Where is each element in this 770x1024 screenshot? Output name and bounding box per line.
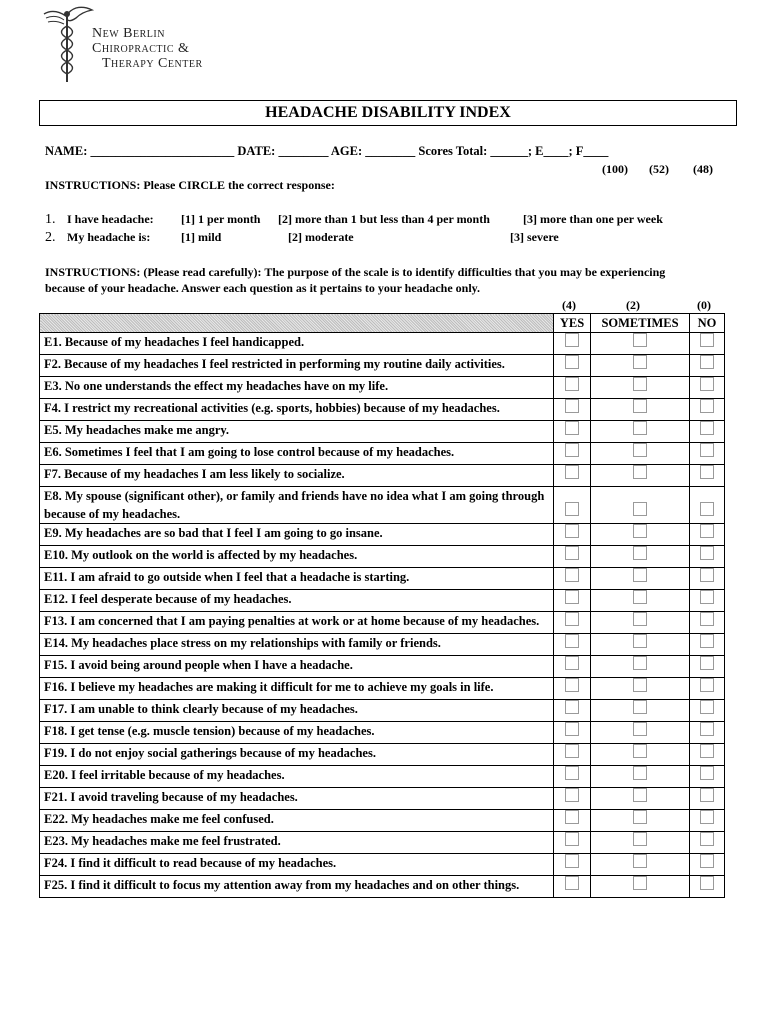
question-label: My headache is: (67, 230, 151, 244)
cell-no (690, 590, 725, 612)
checkbox-yes[interactable] (565, 399, 579, 413)
checkbox-no[interactable] (700, 524, 714, 538)
checkbox-no[interactable] (700, 502, 714, 516)
cell-yes (554, 722, 591, 744)
cell-yes (554, 487, 591, 524)
cell-sometimes (591, 810, 690, 832)
checkbox-no[interactable] (700, 722, 714, 736)
item-text: F24. I find it difficult to read because of my headaches. (40, 854, 554, 876)
cell-no (690, 722, 725, 744)
item-text: F18. I get tense (e.g. muscle tension) because of my headaches. (40, 722, 554, 744)
cell-no (690, 443, 725, 465)
checkbox-no[interactable] (700, 678, 714, 692)
cell-sometimes (591, 399, 690, 421)
table-row (40, 465, 725, 487)
cell-sometimes (591, 465, 690, 487)
questionnaire-table (39, 313, 725, 898)
item-text: F4. I restrict my recreational activities (e.g. sports, hobbies) because of my headaches. (40, 399, 554, 421)
checkbox-no[interactable] (700, 421, 714, 435)
cell-sometimes (591, 524, 690, 546)
cell-sometimes (591, 744, 690, 766)
caduceus-icon (40, 6, 95, 86)
table-row (40, 355, 725, 377)
item-text: F13. I am concerned that I am paying penalties at work or at home because of my headaches. (40, 612, 554, 634)
cell-no (690, 465, 725, 487)
question-label: I have headache: (67, 212, 154, 226)
cell-no (690, 612, 725, 634)
checkbox-sometimes[interactable] (633, 568, 647, 582)
checkbox-no[interactable] (700, 876, 714, 890)
cell-yes (554, 465, 591, 487)
header-yes: YES (554, 314, 591, 333)
cell-yes (554, 656, 591, 678)
item-text: F15. I avoid being around people when I have a headache. (40, 656, 554, 678)
option-severity-2[interactable]: [2] moderate (288, 230, 354, 244)
points-yes: (4) (562, 298, 576, 312)
item-text: E23. My headaches make me feel frustrated. (40, 832, 554, 854)
cell-sometimes (591, 568, 690, 590)
clinic-name-line2: Chiropractic & (92, 41, 190, 56)
checkbox-no[interactable] (700, 355, 714, 369)
checkbox-yes[interactable] (565, 612, 579, 626)
table-row (40, 568, 725, 590)
checkbox-no[interactable] (700, 854, 714, 868)
item-text: F21. I avoid traveling because of my headaches. (40, 788, 554, 810)
item-text: E6. Sometimes I feel that I am going to lose control because of my headaches. (40, 443, 554, 465)
table-row (40, 854, 725, 876)
checkbox-yes[interactable] (565, 876, 579, 890)
cell-no (690, 854, 725, 876)
option-frequency-1[interactable]: [1] 1 per month (181, 212, 261, 226)
checkbox-sometimes[interactable] (633, 832, 647, 846)
table-row (40, 399, 725, 421)
checkbox-no[interactable] (700, 568, 714, 582)
cell-yes (554, 810, 591, 832)
checkbox-sometimes[interactable] (633, 443, 647, 457)
cell-sometimes (591, 656, 690, 678)
cell-sometimes (591, 700, 690, 722)
option-severity-3[interactable]: [3] severe (510, 230, 559, 244)
cell-yes (554, 524, 591, 546)
checkbox-no[interactable] (700, 810, 714, 824)
checkbox-no[interactable] (700, 546, 714, 560)
instructions-scale: INSTRUCTIONS: (Please read carefully): The purpose of the scale is to identify difficulties that you may be experiencing because of your headache. Answer each question as it pertains to your headache only. (45, 265, 666, 295)
checkbox-yes[interactable] (565, 832, 579, 846)
table-row (40, 722, 725, 744)
checkbox-yes[interactable] (565, 810, 579, 824)
checkbox-sometimes[interactable] (633, 333, 647, 347)
item-text: F2. Because of my headaches I feel restricted in performing my routine daily activities. (40, 355, 554, 377)
checkbox-no[interactable] (700, 465, 714, 479)
checkbox-sometimes[interactable] (633, 876, 647, 890)
cell-no (690, 876, 725, 898)
checkbox-yes[interactable] (565, 465, 579, 479)
cell-no (690, 700, 725, 722)
cell-yes (554, 788, 591, 810)
cell-yes (554, 399, 591, 421)
cell-no (690, 355, 725, 377)
checkbox-yes[interactable] (565, 788, 579, 802)
table-header-row (40, 314, 725, 333)
checkbox-sometimes[interactable] (633, 744, 647, 758)
table-row (40, 832, 725, 854)
table-row (40, 546, 725, 568)
cell-yes (554, 678, 591, 700)
checkbox-sometimes[interactable] (633, 656, 647, 670)
cell-yes (554, 443, 591, 465)
checkbox-sometimes[interactable] (633, 377, 647, 391)
checkbox-yes[interactable] (565, 590, 579, 604)
question-headache-severity (45, 230, 559, 246)
checkbox-sometimes[interactable] (633, 502, 647, 516)
cell-yes (554, 333, 591, 355)
checkbox-yes[interactable] (565, 502, 579, 516)
checkbox-sometimes[interactable] (633, 546, 647, 560)
table-row (40, 700, 725, 722)
checkbox-yes[interactable] (565, 744, 579, 758)
cell-sometimes (591, 876, 690, 898)
checkbox-sometimes[interactable] (633, 854, 647, 868)
clinic-name-line3: Therapy Center (102, 56, 203, 71)
item-text: E22. My headaches make me feel confused. (40, 810, 554, 832)
cell-no (690, 766, 725, 788)
cell-yes (554, 546, 591, 568)
table-row (40, 443, 725, 465)
checkbox-yes[interactable] (565, 333, 579, 347)
checkbox-sometimes[interactable] (633, 421, 647, 435)
cell-no (690, 634, 725, 656)
checkbox-sometimes[interactable] (633, 810, 647, 824)
table-row (40, 876, 725, 898)
item-text: E8. My spouse (significant other), or family and friends have no idea what I am going through because of my headaches. (40, 487, 554, 524)
cell-no (690, 832, 725, 854)
question-number: 1. (45, 212, 56, 227)
cell-sometimes (591, 612, 690, 634)
checkbox-sometimes[interactable] (633, 678, 647, 692)
cell-sometimes (591, 333, 690, 355)
cell-no (690, 568, 725, 590)
cell-sometimes (591, 634, 690, 656)
item-text: E9. My headaches are so bad that I feel I am going to go insane. (40, 524, 554, 546)
clinic-name (92, 26, 203, 71)
checkbox-no[interactable] (700, 656, 714, 670)
header-no: NO (690, 314, 725, 333)
cell-no (690, 421, 725, 443)
checkbox-yes[interactable] (565, 678, 579, 692)
cell-no (690, 810, 725, 832)
checkbox-sometimes[interactable] (633, 700, 647, 714)
table-row (40, 421, 725, 443)
option-frequency-2[interactable]: [2] more than 1 but less than 4 per month (278, 212, 490, 226)
item-text: E20. I feel irritable because of my headaches. (40, 766, 554, 788)
score-total-max: (100) (602, 162, 628, 176)
cell-yes (554, 355, 591, 377)
header-sometimes: SOMETIMES (591, 314, 690, 333)
cell-no (690, 487, 725, 524)
cell-sometimes (591, 722, 690, 744)
table-row (40, 590, 725, 612)
header-hatch-cell (40, 314, 554, 333)
item-text: F19. I do not enjoy social gatherings because of my headaches. (40, 744, 554, 766)
cell-sometimes (591, 421, 690, 443)
option-frequency-3[interactable]: [3] more than one per week (523, 212, 663, 226)
cell-yes (554, 590, 591, 612)
points-no: (0) (697, 298, 711, 312)
checkbox-no[interactable] (700, 832, 714, 846)
checkbox-yes[interactable] (565, 377, 579, 391)
item-text: E5. My headaches make me angry. (40, 421, 554, 443)
cell-sometimes (591, 377, 690, 399)
checkbox-no[interactable] (700, 788, 714, 802)
checkbox-sometimes[interactable] (633, 788, 647, 802)
points-sometimes: (2) (626, 298, 640, 312)
clinic-logo (40, 6, 250, 86)
cell-sometimes (591, 854, 690, 876)
item-text: F7. Because of my headaches I am less likely to socialize. (40, 465, 554, 487)
checkbox-yes[interactable] (565, 355, 579, 369)
table-row (40, 788, 725, 810)
cell-yes (554, 377, 591, 399)
checkbox-sometimes[interactable] (633, 399, 647, 413)
cell-sometimes (591, 832, 690, 854)
table-row (40, 333, 725, 355)
cell-no (690, 788, 725, 810)
table-row (40, 744, 725, 766)
cell-yes (554, 700, 591, 722)
table-row (40, 524, 725, 546)
option-severity-1[interactable]: [1] mild (181, 230, 222, 244)
table-row (40, 810, 725, 832)
checkbox-sometimes[interactable] (633, 612, 647, 626)
question-headache-frequency (45, 212, 663, 228)
checkbox-sometimes[interactable] (633, 524, 647, 538)
checkbox-yes[interactable] (565, 722, 579, 736)
checkbox-yes[interactable] (565, 766, 579, 780)
item-text: F16. I believe my headaches are making it difficult for me to achieve my goals in life. (40, 678, 554, 700)
cell-yes (554, 766, 591, 788)
cell-sometimes (591, 678, 690, 700)
cell-no (690, 399, 725, 421)
item-text: E1. Because of my headaches I feel handicapped. (40, 333, 554, 355)
cell-no (690, 678, 725, 700)
clinic-name-line1: New Berlin (92, 26, 165, 41)
checkbox-sometimes[interactable] (633, 766, 647, 780)
checkbox-no[interactable] (700, 612, 714, 626)
cell-no (690, 546, 725, 568)
checkbox-sometimes[interactable] (633, 355, 647, 369)
cell-sometimes (591, 766, 690, 788)
checkbox-no[interactable] (700, 443, 714, 457)
checkbox-yes[interactable] (565, 421, 579, 435)
cell-sometimes (591, 355, 690, 377)
checkbox-yes[interactable] (565, 634, 579, 648)
checkbox-no[interactable] (700, 377, 714, 391)
cell-yes (554, 634, 591, 656)
checkbox-yes[interactable] (565, 700, 579, 714)
checkbox-no[interactable] (700, 590, 714, 604)
table-row (40, 487, 725, 524)
patient-info-line[interactable]: NAME: _______________________ DATE: ________ AGE: ________ Scores Total: ______; E____; F____ (45, 144, 609, 158)
cell-yes (554, 612, 591, 634)
cell-yes (554, 568, 591, 590)
checkbox-sometimes[interactable] (633, 465, 647, 479)
checkbox-yes[interactable] (565, 568, 579, 582)
item-text: F25. I find it difficult to focus my attention away from my headaches and on other things. (40, 876, 554, 898)
cell-yes (554, 832, 591, 854)
checkbox-no[interactable] (700, 399, 714, 413)
score-e-max: (52) (649, 162, 669, 176)
cell-no (690, 333, 725, 355)
item-text: E11. I am afraid to go outside when I feel that a headache is starting. (40, 568, 554, 590)
checkbox-sometimes[interactable] (633, 722, 647, 736)
cell-no (690, 656, 725, 678)
questionnaire-body (40, 333, 725, 898)
checkbox-yes[interactable] (565, 524, 579, 538)
checkbox-yes[interactable] (565, 854, 579, 868)
cell-sometimes (591, 546, 690, 568)
table-row (40, 377, 725, 399)
cell-sometimes (591, 788, 690, 810)
checkbox-sometimes[interactable] (633, 590, 647, 604)
checkbox-no[interactable] (700, 744, 714, 758)
cell-yes (554, 854, 591, 876)
table-row (40, 612, 725, 634)
item-text: F17. I am unable to think clearly because of my headaches. (40, 700, 554, 722)
checkbox-no[interactable] (700, 700, 714, 714)
checkbox-no[interactable] (700, 333, 714, 347)
cell-sometimes (591, 443, 690, 465)
table-row (40, 766, 725, 788)
item-text: E3. No one understands the effect my headaches have on my life. (40, 377, 554, 399)
checkbox-no[interactable] (700, 766, 714, 780)
item-text: E14. My headaches place stress on my relationships with family or friends. (40, 634, 554, 656)
table-row (40, 656, 725, 678)
cell-yes (554, 744, 591, 766)
score-f-max: (48) (693, 162, 713, 176)
checkbox-yes[interactable] (565, 546, 579, 560)
form-title: HEADACHE DISABILITY INDEX (39, 100, 737, 126)
item-text: E12. I feel desperate because of my headaches. (40, 590, 554, 612)
checkbox-yes[interactable] (565, 656, 579, 670)
cell-sometimes (591, 590, 690, 612)
cell-sometimes (591, 487, 690, 524)
cell-no (690, 524, 725, 546)
cell-no (690, 377, 725, 399)
instructions-circle: INSTRUCTIONS: Please CIRCLE the correct response: (45, 178, 335, 192)
checkbox-yes[interactable] (565, 443, 579, 457)
checkbox-no[interactable] (700, 634, 714, 648)
cell-no (690, 744, 725, 766)
table-row (40, 678, 725, 700)
question-number: 2. (45, 230, 56, 245)
checkbox-sometimes[interactable] (633, 634, 647, 648)
cell-yes (554, 876, 591, 898)
item-text: E10. My outlook on the world is affected by my headaches. (40, 546, 554, 568)
cell-yes (554, 421, 591, 443)
table-row (40, 634, 725, 656)
